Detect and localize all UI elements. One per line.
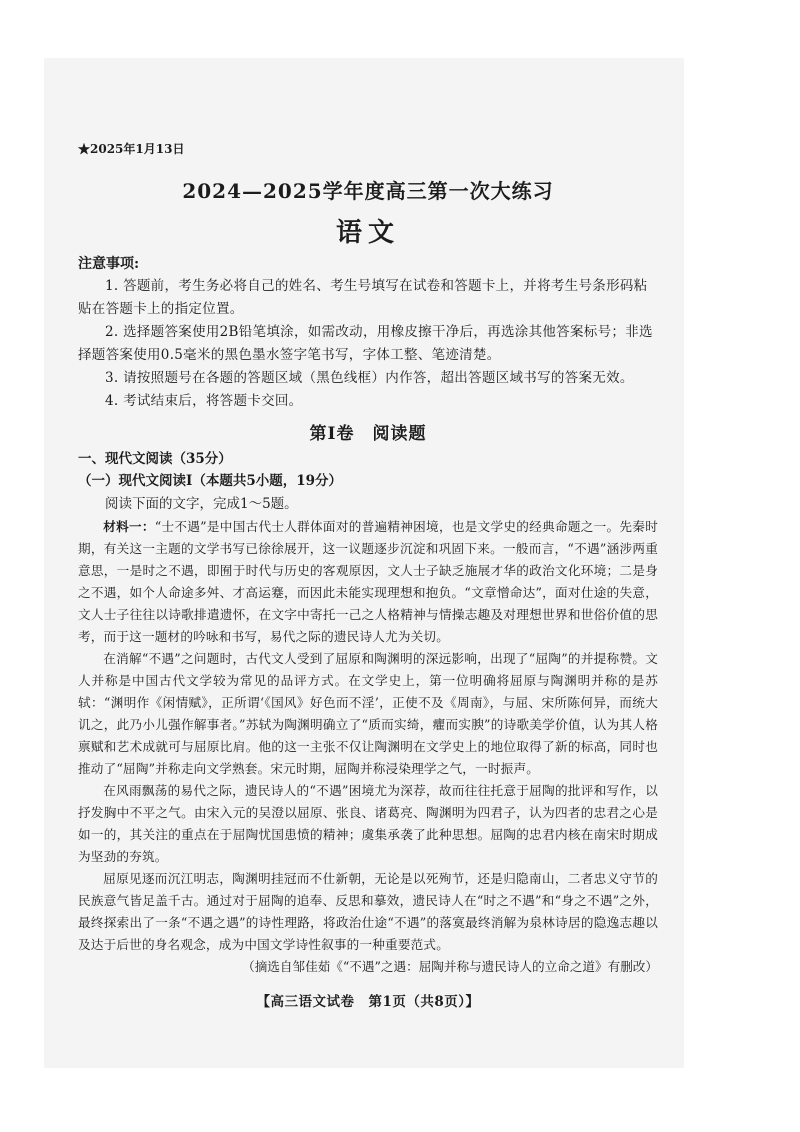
material-lead: 材料一： <box>103 519 155 534</box>
material-paragraph: 屈原见逐而沉江明志，陶渊明挂冠而不仕新朝，无论是以死殉节，还是归隐南山，二者忠义守节的民族意气皆足盖千古。通过对于屈陶的追奉、反思和摹效，遗民诗人在“时之不遇”和“身之不遇”之外，最终探索出了一条“不遇之遇”的诗性理路，将政治仕途“不遇”的落寞最终消解为泉林诗居的隐逸志趣以及达于后世的身名观念，成为中国文学诗性叙事的一种重要范式。 <box>78 871 658 952</box>
notice-item: 1. 答题前，考生务必将自己的姓名、考生号填写在试卷和答题卡上，并将考生号条形码粘贴在答题卡上的指定位置。 <box>78 278 648 317</box>
notice-item: 3. 请按照题号在各题的答题区域（黑色线框）内作答，超出答题区域书写的答案无效。 <box>105 370 634 386</box>
exam-page <box>78 140 658 1010</box>
notice-item: 4. 考试结束后，将答题卡交回。 <box>105 393 303 409</box>
section-title: 一、现代文阅读（35分） <box>78 451 232 467</box>
subject-title: 语文 <box>335 218 400 248</box>
material-paragraph: 在消解“不遇”之问题时，古代文人受到了屈原和陶渊明的深远影响，出现了“屈陶”的并提称赞。文人并称是中国古代文学较为常见的品评方式。在文学史上，第一位明确将屈原与陶渊明并称的是苏轼：“渊明作《闲情赋》，正所谓‘《国风》好色而不淫’，正使不及《周南》，与屈、宋所陈何异，而统大讥之，此乃小儿强作解事者。”苏轼为陶渊明确立了“质而实绮，癯而实腴”的诗歌美学价值，认为其人格禀赋和艺术成就可与屈原比肩。他的这一主张不仅让陶渊明在文学史上的地位取得了新的标高，同时也推动了“屈陶”并称走向文学熟套。宋元时期，屈陶并称浸染理学之气，一时振声。 <box>78 651 658 776</box>
part-title: 第Ⅰ卷 阅读题 <box>309 424 427 444</box>
material-paragraph-text: “士不遇”是中国古代士人群体面对的普遍精神困境，也是文学史的经典命题之一。先秦时期，有关这一主题的文学书写已徐徐展开，这一议题逐步沉淀和巩固下来。一般而言，“不遇”涵涉两重意思，一是时之不遇，即囿于时代与历史的客观原因，文人士子缺乏施展才华的政治文化环境；二是身之不遇，如个人命途多舛、才高运蹇，而因此未能实现理想和抱负。“文章憎命达”，面对仕途的失意，文人士子往往以诗歌排遣遗怀，在文字中寄托一己之人格精神与情操志趣及对理想世界和世俗价值的思考，而于这一题材的吟咏和书写，易代之际的遗民诗人尤为关切。 <box>78 519 658 644</box>
notice-block <box>78 253 658 413</box>
notice-item: 2. 选择题答案使用2B铅笔填涂，如需改动，用橡皮擦干净后，再选涂其他答案标号；非选择题答案使用0.5毫米的黑色墨水签字笔书写，字体工整、笔迹清楚。 <box>78 324 653 363</box>
material-source: （摘选自邹佳茹《“不遇”之遇：屈陶并称与遗民诗人的立命之道》有删改） <box>242 959 658 974</box>
page-footer: 【高三语文试卷 第1页（共8页）】 <box>256 994 480 1010</box>
reading-instruction: 阅读下面的文字，完成1～5题。 <box>105 496 298 512</box>
material-paragraph <box>78 516 658 648</box>
exam-date: ★2025年1月13日 <box>78 142 185 156</box>
exam-title: 2024—2025学年度高三第一次大练习 <box>182 179 554 203</box>
material-block <box>78 516 658 978</box>
material-paragraph: 在风雨飘荡的易代之际，遗民诗人的“不遇”困境尤为深荐，故而往往托意于屈陶的批评和写作，以抒发胸中不平之气。由宋入元的吴澄以屈原、张良、诸葛亮、陶渊明为四君子，认为四者的忠君之心是如一的，其关注的重点在于屈陶忧国患愤的精神；虞集承袭了此种思想。屈陶的忠君内核在南宋时期成为坚劲的夯筑。 <box>78 783 658 864</box>
notice-heading: 注意事项: <box>78 256 140 272</box>
sub-section-title: （一）现代文阅读Ⅰ（本题共5小题，19分） <box>78 473 342 489</box>
